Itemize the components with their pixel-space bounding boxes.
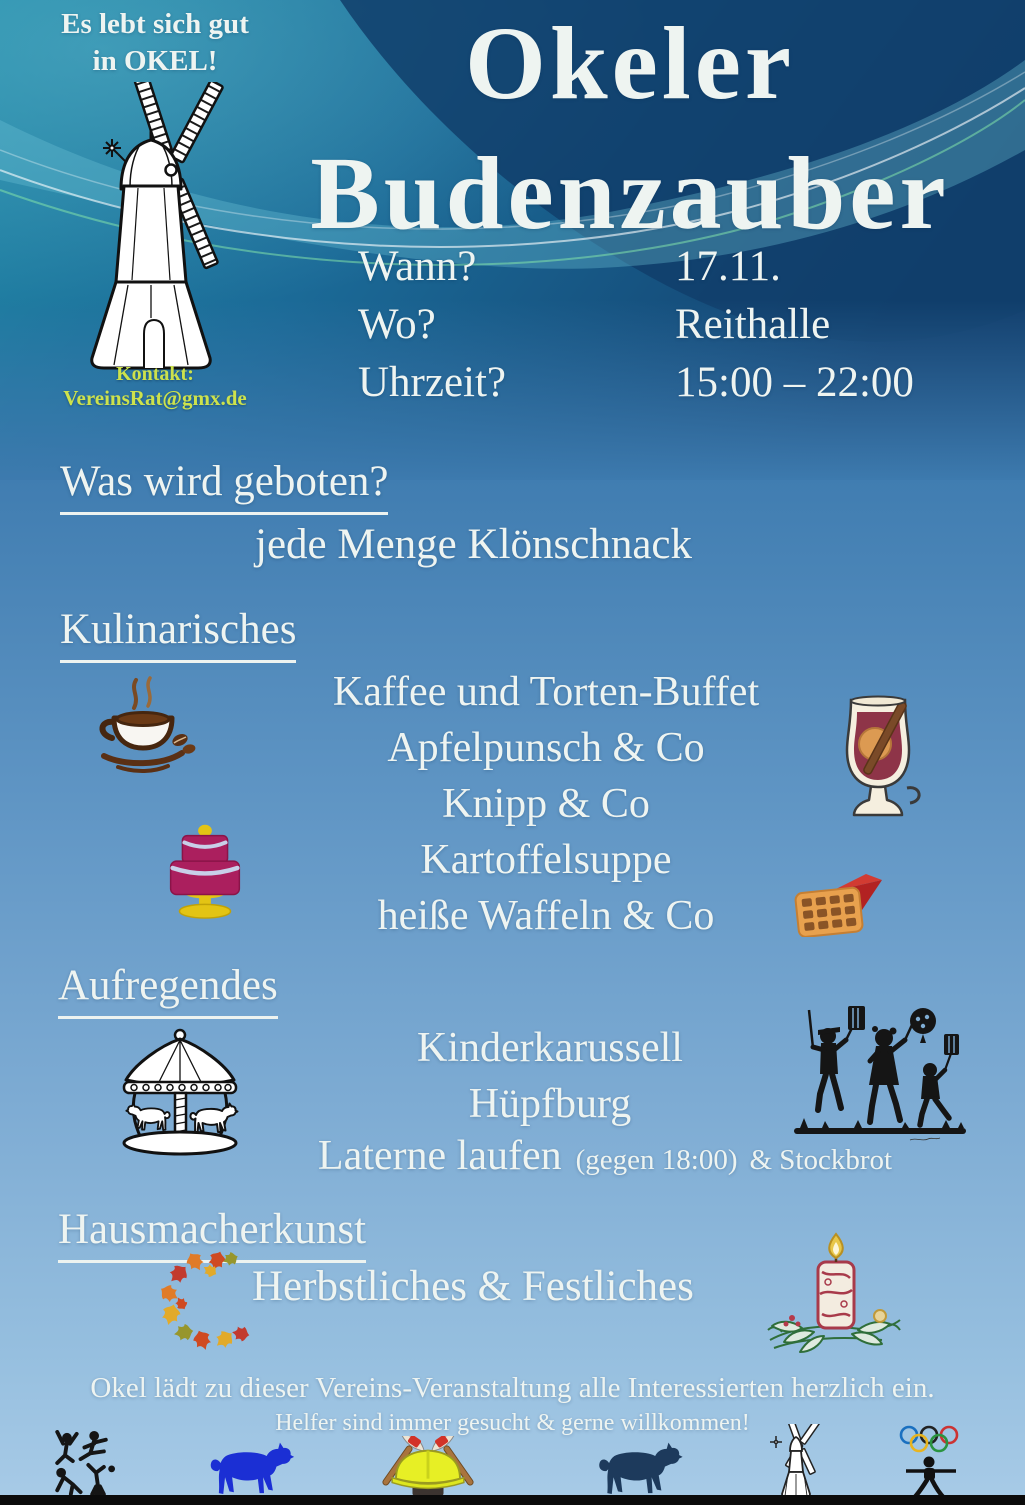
culinary-item: Kartoffelsuppe	[420, 837, 672, 883]
blue-horse-logo	[205, 1440, 300, 1502]
where-value: Reithalle	[675, 301, 831, 348]
olympic-shooter-logo	[892, 1422, 967, 1500]
culinary-heading: Kulinarisches	[60, 606, 296, 663]
windmill-logo	[762, 1424, 830, 1500]
offered-tagline: jede Menge Klönschnack	[255, 521, 693, 568]
coffee-cup-icon	[88, 676, 198, 776]
waffle-icon	[792, 862, 892, 937]
lantern-walk-suffix: & Stockbrot	[749, 1144, 893, 1176]
small-fan-wheel	[770, 1436, 782, 1448]
bottom-black-bar	[0, 1495, 1025, 1505]
child-with-cylinder-lantern	[920, 1034, 959, 1125]
when-value: 17.11.	[675, 243, 781, 290]
layer-cake-icon	[162, 814, 247, 922]
culinary-item: Knipp & Co	[442, 781, 650, 827]
culinary-item: Apfelpunsch & Co	[387, 725, 705, 771]
footer-helper-note: Helfer sind immer gesucht & gerne willkommen!	[275, 1410, 750, 1436]
exciting-items	[300, 1020, 800, 1132]
lantern-walk-note: (gegen 18:00)	[575, 1144, 738, 1176]
homemade-heading: Hausmacherkunst	[58, 1206, 366, 1263]
okel-tagline-line1: Es lebt sich gut	[61, 8, 249, 40]
detail-row-when	[358, 238, 978, 296]
exciting-item: Kinderkarussell	[417, 1025, 683, 1071]
okel-tagline-line2: in OKEL!	[92, 45, 218, 77]
carousel-horse-right	[190, 1104, 237, 1133]
fire-helmet-logo	[382, 1436, 474, 1500]
when-label: Wann?	[358, 243, 477, 290]
detail-row-time	[358, 354, 978, 412]
footer-invitation: Okel lädt zu dieser Vereins-Veranstaltung alle Interessierten herzlich ein.	[90, 1372, 935, 1404]
culinary-item: Kaffee und Torten-Buffet	[332, 669, 760, 715]
poster-title-line1: Okeler	[464, 6, 796, 121]
carousel-icon	[105, 1026, 255, 1158]
christmas-candle-icon	[762, 1232, 907, 1360]
time-label: Uhrzeit?	[358, 359, 507, 406]
contact-email: VereinsRat@gmx.de	[63, 386, 247, 410]
autumn-leaves-icon	[148, 1250, 256, 1352]
gymnasts-logo	[25, 1430, 140, 1498]
where-label: Wo?	[358, 301, 436, 348]
poster-title-line2: Budenzauber	[310, 136, 950, 251]
offered-heading: Was wird geboten?	[60, 458, 388, 515]
olympic-rings	[901, 1427, 957, 1451]
detail-row-where	[358, 296, 978, 354]
exciting-item: Hüpfburg	[468, 1081, 632, 1127]
punch-glass-icon	[822, 692, 934, 824]
coffee-beans	[170, 732, 196, 755]
contact-label: Kontakt:	[116, 363, 194, 385]
windmill-illustration	[68, 82, 238, 372]
culinary-items	[280, 664, 812, 944]
exciting-heading: Aufregendes	[58, 962, 278, 1019]
event-details	[358, 238, 978, 412]
artist-signature	[910, 1138, 940, 1140]
homemade-item: Herbstliches & Festliches	[252, 1263, 694, 1310]
lantern-walk-main: Laterne laufen	[317, 1133, 562, 1179]
time-value: 15:00 – 22:00	[675, 359, 914, 406]
contact-block	[35, 362, 275, 411]
lantern-children-icon	[792, 998, 970, 1146]
shooter-figure	[906, 1457, 956, 1500]
dark-horse-logo	[592, 1440, 690, 1502]
culinary-item: heiße Waffeln & Co	[377, 893, 715, 939]
child-with-stick	[809, 1006, 865, 1110]
